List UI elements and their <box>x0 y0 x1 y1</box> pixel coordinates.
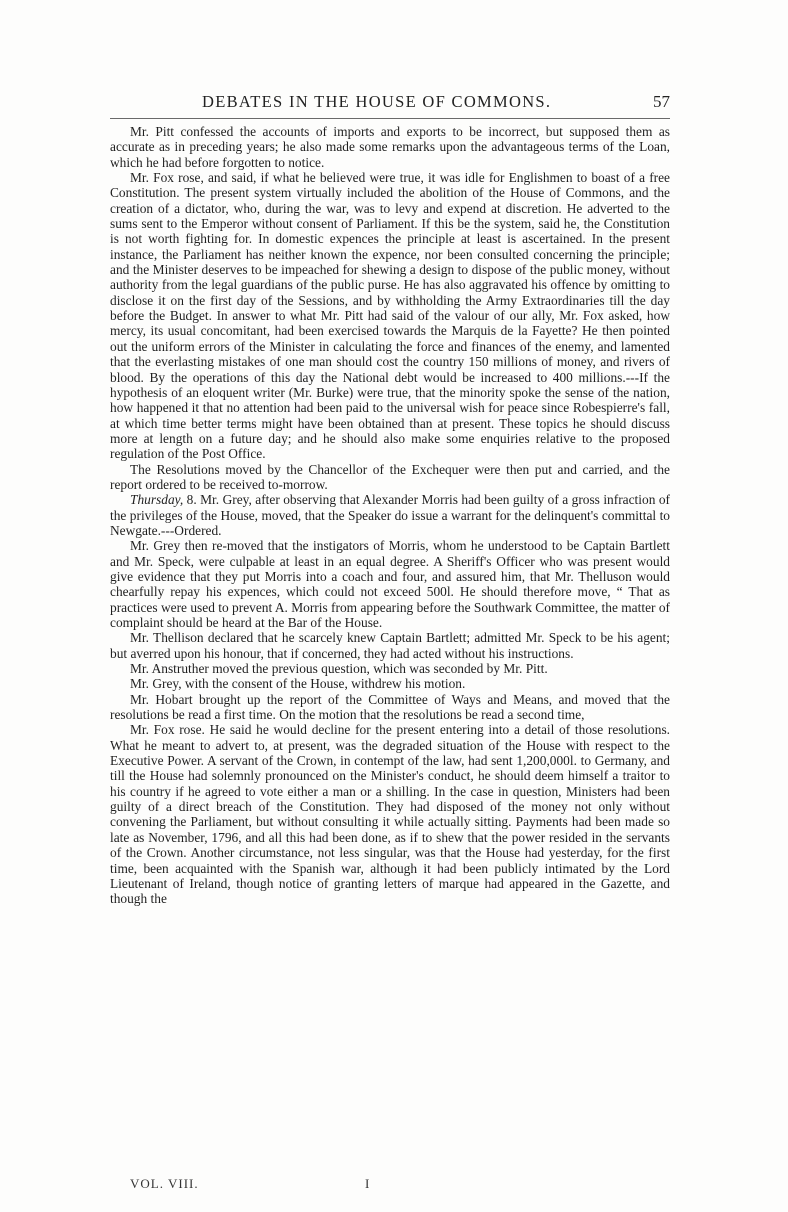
paragraph-text: Mr. Hobart brought up the report of the Committee of Ways and Means, and moved that the resolutions be read a first time. On the motion that the resolutions be read a second time, <box>110 691 670 723</box>
page-number: 57 <box>653 92 670 111</box>
paragraph-text: Mr. Grey, with the consent of the House, withdrew his motion. <box>130 676 466 692</box>
paragraph-7 <box>110 661 670 676</box>
page-footer <box>130 1176 430 1194</box>
paragraph-text: Mr. Anstruther moved the previous question, which was seconded by Mr. Pitt. <box>130 661 548 677</box>
paragraph-text: The Resolutions moved by the Chancellor of the Exchequer were then put and carried, and the report ordered to be received to-morrow. <box>110 461 670 492</box>
paragraph-text: Mr. Fox rose, and said, if what he believed were true, it was idle for Englishmen to boast of a free Constitution. The present system virtually included the abolition of the House of Commons, and the creation of a dictator, who, during the war, was to levy and expend at discretion. He adverted to the sums sent to the Emperor without consent of Parliament. If this be the system, said he, the Constitution is not worth fighting for. In domestic expences the principle at least is ascertained. In the present instance, the Parliament has neither known the expence, nor been consulted concerning the principle; and the Minister deserves to be impeached for shewing a design to dispose of the public money, without authority from the legal guardians of the public purse. He has also aggravated his offence by omitting to disclose it on the first day of the Sessions, and by withholding the Army Extraordinaries till the day before the Budget. In answer to what Mr. Pitt had said of the valour of our ally, Mr. Fox asked, how mercy, its usual concomitant, had been exercised towards the Marquis de la Fayette? He then pointed out the uniform errors of the Minister in calculating the force and finances of the enemy, and lamented that the everlasting mistakes of one man should cost the country 150 millions of money, and rivers of blood. By the operations of this day the National debt would be increased to 400 millions.---If the hypothesis of an eloquent writer (Mr. Burke) were true, that the minority spoke the sense of the nation, how happened it that no attention had been paid to the universal wish for peace since Robespierre's fall, at which time better terms might have been obtained than at present. These topics he should discuss more at length on a future day; and he should also make some enquiries relative to the proposed regulation of the Post Office. <box>110 170 670 462</box>
volume-label: VOL. VIII. <box>130 1176 199 1191</box>
paragraph-1 <box>110 124 670 170</box>
paragraph-4 <box>110 492 670 538</box>
paragraph-text: Mr. Pitt confessed the accounts of imports and exports to be incorrect, but supposed them as accurate as in preceding years; he also made some remarks upon the advantageous terms of the Loan, which he had before forgotten to notice. <box>110 124 670 170</box>
paragraph-text: 8. Mr. Grey, after observing that Alexander Morris had been guilty of a gross infraction of the privileges of the House, moved, that the Speaker do issue a warrant for the delinquent's committal to Newgate.---Ordered. <box>110 492 670 538</box>
paragraph-text: Mr. Fox rose. He said he would decline for the present entering into a detail of those resolutions. What he meant to advert to, at present, was the degraded situation of the House with respect to the Executive Power. A servant of the Crown, in contempt of the law, had sent 1,200,000l. to Germany, and till the House had solemnly pronounced on the Minister's conduct, he should deem himself a traitor to his country if he agreed to vote either a man or a shilling. In the case in question, Ministers had been guilty of a direct breach of the Constitution. They had disposed of the money not only without convening the Parliament, but without consulting it while actually sitting. Payments had been made so late as November, 1796, and all this had been done, as if to shew that the power resided in the servants of the Crown. Another circumstance, not less singular, was that the House had yesterday, for the first time, been acquainted with the Spanish war, although it had been publicly intimated by the Lord Lieutenant of Ireland, though notice of granting letters of marque had appeared in the Gazette, and though the <box>110 722 670 907</box>
header-rule <box>110 118 670 119</box>
paragraph-8 <box>110 676 670 691</box>
signature-mark: I <box>365 1176 370 1191</box>
paragraph-2 <box>110 170 670 462</box>
article-body <box>110 124 670 907</box>
paragraph-text: Mr. Grey then re-moved that the instigators of Morris, whom he understood to be Captain Bartlett and Mr. Speck, were culpable at least in an equal degree. A Sheriff's Officer who was present would give evidence that they put Morris into a coach and four, and assured him, that Mr. Thelluson would chearfully repay his expences, which could not exceed 500l. He should therefore move, “ That as practices were used to prevent A. Morris from appearing before the Southwark Committee, the matter of complaint should be heard at the Bar of the House. <box>110 538 670 630</box>
paragraph-6 <box>110 630 670 661</box>
running-title: DEBATES IN THE HOUSE OF COMMONS. <box>202 92 552 111</box>
paragraph-lead: Thursday, <box>130 492 184 508</box>
paragraph-9 <box>110 692 670 723</box>
paragraph-text: Mr. Thellison declared that he scarcely knew Captain Bartlett; admitted Mr. Speck to be his agent; but averred upon his honour, that if concerned, they had acted without his instructions. <box>110 630 670 661</box>
running-head <box>110 92 670 114</box>
paragraph-10 <box>110 722 670 906</box>
paragraph-3 <box>110 462 670 493</box>
paragraph-5 <box>110 538 670 630</box>
